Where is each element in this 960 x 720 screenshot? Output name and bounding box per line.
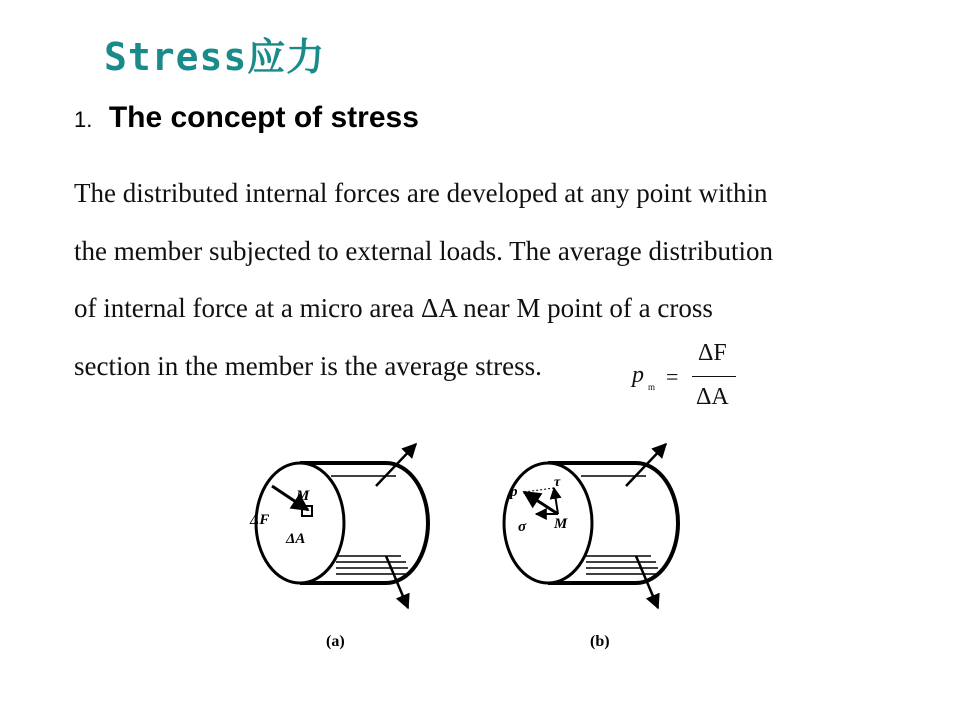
fraction-bar bbox=[692, 376, 736, 377]
formula-denominator: ΔA bbox=[696, 384, 729, 410]
paragraph-line-3: of internal force at a micro area ΔA near M point of a cross bbox=[74, 293, 713, 323]
paragraph-line-2: the member subjected to external loads. The average distribution bbox=[74, 236, 774, 266]
cylinder-a bbox=[256, 444, 428, 608]
caption-b: (b) bbox=[590, 633, 610, 650]
label-a-dA: ΔA bbox=[286, 531, 306, 547]
section-number: 1. bbox=[74, 107, 93, 132]
figure-b bbox=[504, 444, 678, 650]
label-b-M: M bbox=[554, 516, 568, 532]
label-a-dF: ΔF bbox=[250, 512, 270, 528]
label-b-sigma: σ bbox=[518, 519, 527, 535]
formula-subscript: m bbox=[648, 382, 656, 392]
label-a-M: M bbox=[296, 488, 310, 504]
caption-a: (a) bbox=[326, 633, 345, 650]
section-heading-text: The concept of stress bbox=[108, 101, 419, 134]
cylinder-b bbox=[504, 444, 678, 608]
formula-equals: = bbox=[666, 364, 679, 389]
paragraph-line-1: The distributed internal forces are developed at any point within bbox=[74, 178, 768, 208]
stress-figure bbox=[236, 436, 696, 666]
section-heading bbox=[74, 101, 419, 135]
slide-title: Stress应力 bbox=[104, 35, 326, 79]
formula-lhs: p bbox=[632, 362, 644, 388]
label-b-p: p bbox=[510, 484, 518, 500]
paragraph-line-4: section in the member is the average stress. bbox=[74, 351, 542, 381]
label-b-tau: τ bbox=[554, 475, 561, 490]
figure-a bbox=[249, 444, 428, 650]
average-stress-formula bbox=[630, 340, 750, 420]
formula-numerator: ΔF bbox=[698, 340, 727, 366]
